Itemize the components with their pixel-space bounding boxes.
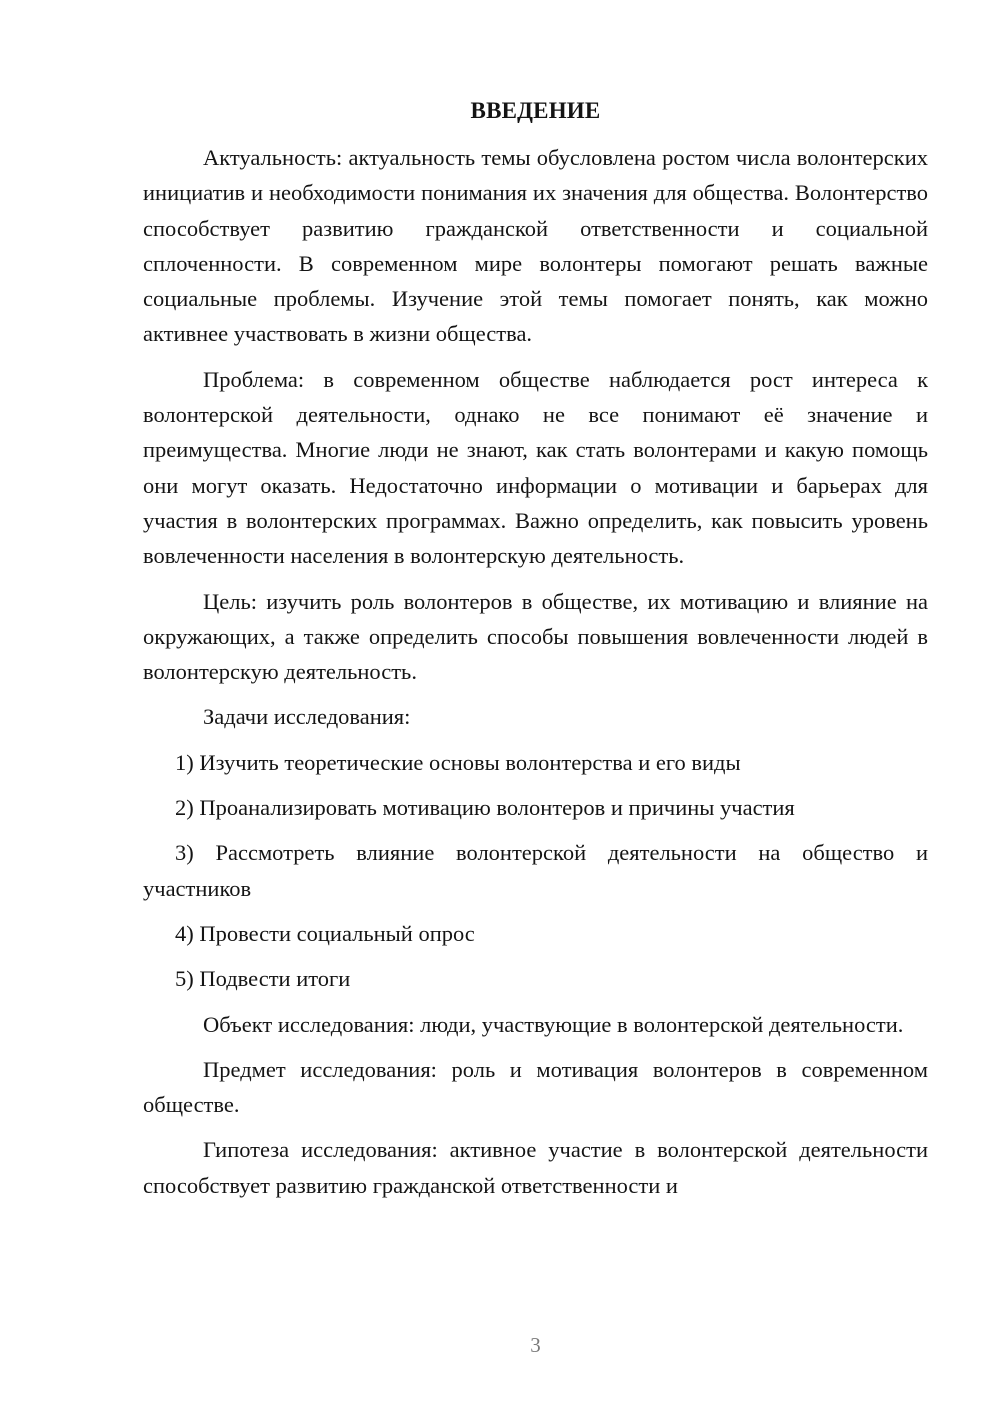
section-heading: ВВЕДЕНИЕ (470, 98, 601, 123)
paragraph-object: Объект исследования: люди, участвующие в волонтерской деятельности. (203, 1011, 904, 1037)
document-body (143, 140, 928, 1203)
paragraph-hypothesis: Гипотеза исследования: активное участие в волонтерской деятельности способствует развитию гражданской ответственности и (143, 1137, 928, 1198)
paragraph-goal: Цель: изучить роль волонтеров в обществе, их мотивацию и влияние на окружающих, а также определить способы повышения вовлеченности людей в волонтерскую деятельность. (143, 588, 928, 685)
paragraph-tasks-intro: Задачи исследования: (203, 704, 411, 730)
task-item-4: 4) Провести социальный опрос (175, 920, 475, 946)
task-item-3: 3) Рассмотреть влияние волонтерской деятельности на общество и участников (143, 840, 928, 901)
task-item-2: 2) Проанализировать мотивацию волонтеров и причины участия (175, 795, 795, 821)
task-item-1: 1) Изучить теоретические основы волонтерства и его виды (175, 749, 741, 775)
paragraph-subject: Предмет исследования: роль и мотивация волонтеров в современном обществе. (143, 1056, 928, 1118)
task-item-5: 5) Подвести итоги (175, 966, 351, 992)
page-number: 3 (530, 1333, 541, 1357)
paragraph-problem: Проблема: в современном обществе наблюдается рост интереса к волонтерской деятельности, однако не все понимают её значение и преимущества. Многие люди не знают, как стать волонтерами и какую помощь они могут оказать. Недостаточно информации о мотивации и барьерах для участия в волонтерских программах. Важно определить, как повысить уровень вовлеченности населения в волонтерскую деятельность. (143, 366, 928, 569)
paragraph-relevance: Актуальность: актуальность темы обусловлена ростом числа волонтерских инициатив и необходимости понимания их значения для общества. Волонтерство способствует развитию гражданской ответственности и социальной сплоченности. В современном мире волонтеры помогают решать важные социальные проблемы. Изучение этой темы помогает понять, как можно активнее участвовать в жизни общества. (143, 145, 928, 347)
